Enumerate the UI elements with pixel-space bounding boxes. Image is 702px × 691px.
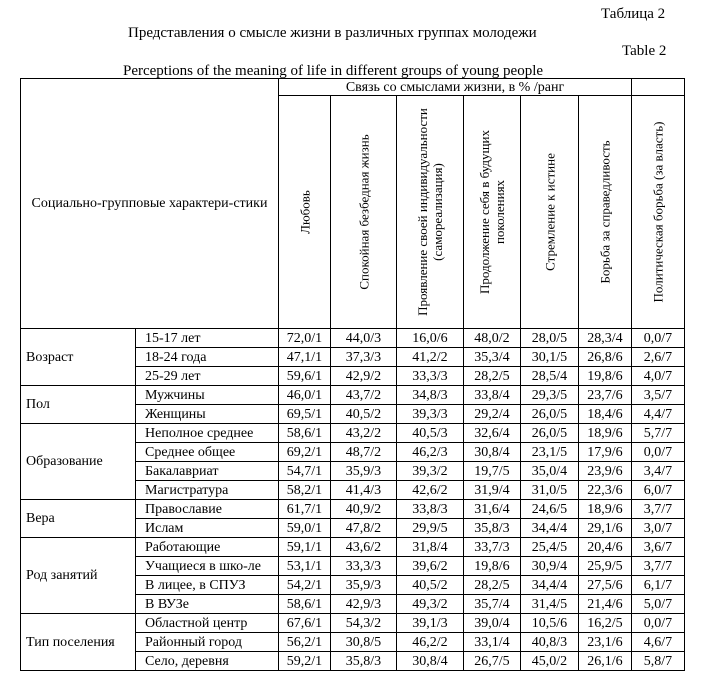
value-cell: 30,8/5 [331, 633, 397, 652]
value-cell: 45,0/2 [521, 652, 579, 671]
value-cell: 22,3/6 [579, 481, 632, 500]
value-cell: 3,7/7 [632, 500, 685, 519]
value-cell: 0,0/7 [632, 443, 685, 462]
value-cell: 23,1/6 [579, 633, 632, 652]
column-header-justice: Борьба за справедливость [597, 140, 613, 284]
column-header [579, 96, 632, 329]
value-cell: 19,8/6 [464, 557, 521, 576]
value-cell: 23,9/6 [579, 462, 632, 481]
value-cell: 43,2/2 [331, 424, 397, 443]
value-cell: 26,1/6 [579, 652, 632, 671]
value-cell: 30,8/4 [464, 443, 521, 462]
value-cell: 26,8/6 [579, 348, 632, 367]
value-cell: 41,4/3 [331, 481, 397, 500]
column-header-self-realization: Проявление своей индивидуальности (самореализация) [415, 108, 445, 316]
value-cell: 59,1/1 [279, 538, 331, 557]
value-cell: 6,1/7 [632, 576, 685, 595]
value-cell: 34,8/3 [397, 386, 464, 405]
value-cell: 42,9/3 [331, 595, 397, 614]
group-label: Возраст [21, 329, 136, 386]
value-cell: 29,1/6 [579, 519, 632, 538]
row-label: Мужчины [136, 386, 279, 405]
value-cell: 34,4/4 [521, 519, 579, 538]
row-label: Учащиеся в шко-ле [136, 557, 279, 576]
value-cell: 72,0/1 [279, 329, 331, 348]
value-cell: 39,0/4 [464, 614, 521, 633]
social-group-header: Социально-групповые характери-стики [21, 79, 279, 329]
column-header [632, 96, 685, 329]
value-cell: 28,0/5 [521, 329, 579, 348]
value-cell: 31,8/4 [397, 538, 464, 557]
value-cell: 32,6/4 [464, 424, 521, 443]
value-cell: 28,2/5 [464, 576, 521, 595]
value-cell: 26,0/5 [521, 405, 579, 424]
value-cell: 10,5/6 [521, 614, 579, 633]
row-label: Среднее общее [136, 443, 279, 462]
table-row [21, 329, 685, 348]
value-cell: 26,7/5 [464, 652, 521, 671]
value-cell: 49,3/2 [397, 595, 464, 614]
column-header-calm-life: Спокойная безбедная жизнь [356, 134, 371, 290]
value-cell: 56,2/1 [279, 633, 331, 652]
value-cell: 58,2/1 [279, 481, 331, 500]
value-cell: 33,7/3 [464, 538, 521, 557]
value-cell: 69,5/1 [279, 405, 331, 424]
value-cell: 59,2/1 [279, 652, 331, 671]
value-cell: 21,4/6 [579, 595, 632, 614]
group-label: Образование [21, 424, 136, 500]
value-cell: 24,6/5 [521, 500, 579, 519]
value-cell: 4,4/7 [632, 405, 685, 424]
value-cell: 35,9/3 [331, 462, 397, 481]
value-cell: 19,8/6 [579, 367, 632, 386]
value-cell: 47,1/1 [279, 348, 331, 367]
value-cell: 54,3/2 [331, 614, 397, 633]
value-cell: 25,9/5 [579, 557, 632, 576]
row-label: Магистратура [136, 481, 279, 500]
value-cell: 26,0/5 [521, 424, 579, 443]
row-label: Бакалавриат [136, 462, 279, 481]
value-cell: 31,9/4 [464, 481, 521, 500]
value-cell: 44,0/3 [331, 329, 397, 348]
value-cell: 25,4/5 [521, 538, 579, 557]
row-label: 18-24 года [136, 348, 279, 367]
row-label: 25-29 лет [136, 367, 279, 386]
value-cell: 18,9/6 [579, 500, 632, 519]
value-cell: 30,8/4 [397, 652, 464, 671]
value-cell: 18,4/6 [579, 405, 632, 424]
value-cell: 35,0/4 [521, 462, 579, 481]
column-header [331, 96, 397, 329]
row-label: Женщины [136, 405, 279, 424]
value-cell: 3,0/7 [632, 519, 685, 538]
value-cell: 40,5/2 [397, 576, 464, 595]
table-row [21, 424, 685, 443]
column-header-political-struggle: Политическая борьба (за власть) [650, 121, 666, 303]
value-cell: 67,6/1 [279, 614, 331, 633]
header-empty-cell [632, 79, 685, 96]
value-cell: 28,5/4 [521, 367, 579, 386]
value-cell: 31,0/5 [521, 481, 579, 500]
value-cell: 46,2/3 [397, 443, 464, 462]
column-header-truth: Стремление к истине [542, 153, 557, 271]
value-cell: 53,1/1 [279, 557, 331, 576]
value-cell: 6,0/7 [632, 481, 685, 500]
value-cell: 2,6/7 [632, 348, 685, 367]
table-row [21, 538, 685, 557]
value-cell: 58,6/1 [279, 424, 331, 443]
value-cell: 39,6/2 [397, 557, 464, 576]
value-cell: 40,5/3 [397, 424, 464, 443]
value-cell: 48,0/2 [464, 329, 521, 348]
value-cell: 35,3/4 [464, 348, 521, 367]
value-cell: 4,6/7 [632, 633, 685, 652]
table-row [21, 614, 685, 633]
value-cell: 31,6/4 [464, 500, 521, 519]
table-label-ru: Таблица 2 [601, 6, 666, 22]
column-header-love: Любовь [297, 190, 312, 234]
table-row [21, 386, 685, 405]
value-cell: 29,3/5 [521, 386, 579, 405]
value-cell: 33,8/4 [464, 386, 521, 405]
value-cell: 42,9/2 [331, 367, 397, 386]
row-label: Работающие [136, 538, 279, 557]
value-cell: 3,7/7 [632, 557, 685, 576]
value-cell: 61,7/1 [279, 500, 331, 519]
value-cell: 69,2/1 [279, 443, 331, 462]
value-cell: 35,8/3 [464, 519, 521, 538]
value-cell: 29,2/4 [464, 405, 521, 424]
value-cell: 31,4/5 [521, 595, 579, 614]
value-cell: 35,7/4 [464, 595, 521, 614]
group-label: Тип поселения [21, 614, 136, 671]
value-cell: 5,0/7 [632, 595, 685, 614]
value-cell: 3,5/7 [632, 386, 685, 405]
value-cell: 40,8/3 [521, 633, 579, 652]
value-cell: 30,9/4 [521, 557, 579, 576]
group-label: Род занятий [21, 538, 136, 614]
value-cell: 59,6/1 [279, 367, 331, 386]
value-cell: 43,7/2 [331, 386, 397, 405]
table-row [21, 500, 685, 519]
row-label: Село, деревня [136, 652, 279, 671]
row-label: Районный город [136, 633, 279, 652]
value-cell: 5,8/7 [632, 652, 685, 671]
row-label: В ВУЗе [136, 595, 279, 614]
value-cell: 5,7/7 [632, 424, 685, 443]
value-cell: 33,1/4 [464, 633, 521, 652]
value-cell: 58,6/1 [279, 595, 331, 614]
value-cell: 17,9/6 [579, 443, 632, 462]
value-cell: 33,8/3 [397, 500, 464, 519]
value-cell: 3,6/7 [632, 538, 685, 557]
value-cell: 23,7/6 [579, 386, 632, 405]
row-label: Ислам [136, 519, 279, 538]
value-cell: 18,9/6 [579, 424, 632, 443]
column-header [464, 96, 521, 329]
group-label: Вера [21, 500, 136, 538]
value-cell: 23,1/5 [521, 443, 579, 462]
value-cell: 42,6/2 [397, 481, 464, 500]
value-cell: 47,8/2 [331, 519, 397, 538]
row-label: Православие [136, 500, 279, 519]
value-cell: 29,9/5 [397, 519, 464, 538]
value-cell: 20,4/6 [579, 538, 632, 557]
meaning-of-life-table [20, 78, 685, 671]
value-cell: 43,6/2 [331, 538, 397, 557]
value-cell: 35,9/3 [331, 576, 397, 595]
table-label-en: Table 2 [622, 43, 667, 59]
table-body [21, 329, 685, 671]
row-label: Неполное среднее [136, 424, 279, 443]
value-cell: 39,3/3 [397, 405, 464, 424]
column-header [397, 96, 464, 329]
column-header [521, 96, 579, 329]
value-cell: 59,0/1 [279, 519, 331, 538]
value-cell: 0,0/7 [632, 329, 685, 348]
value-cell: 0,0/7 [632, 614, 685, 633]
value-cell: 27,5/6 [579, 576, 632, 595]
value-cell: 3,4/7 [632, 462, 685, 481]
table-title-ru: Представления о смысле жизни в различных группах молодежи [128, 25, 537, 41]
meaning-connection-header: Связь со смыслами жизни, в % /ранг [279, 79, 632, 96]
value-cell: 46,0/1 [279, 386, 331, 405]
value-cell: 33,3/3 [331, 557, 397, 576]
value-cell: 16,2/5 [579, 614, 632, 633]
value-cell: 28,2/5 [464, 367, 521, 386]
row-label: В лицее, в СПУЗ [136, 576, 279, 595]
value-cell: 16,0/6 [397, 329, 464, 348]
value-cell: 41,2/2 [397, 348, 464, 367]
row-label: Областной центр [136, 614, 279, 633]
value-cell: 19,7/5 [464, 462, 521, 481]
value-cell: 39,3/2 [397, 462, 464, 481]
value-cell: 46,2/2 [397, 633, 464, 652]
value-cell: 35,8/3 [331, 652, 397, 671]
value-cell: 48,7/2 [331, 443, 397, 462]
value-cell: 33,3/3 [397, 367, 464, 386]
value-cell: 39,1/3 [397, 614, 464, 633]
value-cell: 40,9/2 [331, 500, 397, 519]
value-cell: 37,3/3 [331, 348, 397, 367]
table-title-en: Perceptions of the meaning of life in different groups of young people [123, 63, 544, 79]
value-cell: 34,4/4 [521, 576, 579, 595]
value-cell: 40,5/2 [331, 405, 397, 424]
column-header [279, 96, 331, 329]
value-cell: 4,0/7 [632, 367, 685, 386]
value-cell: 30,1/5 [521, 348, 579, 367]
column-header-future-generations: Продолжение себя в будущих поколениях [477, 130, 507, 294]
value-cell: 54,7/1 [279, 462, 331, 481]
value-cell: 28,3/4 [579, 329, 632, 348]
group-label: Пол [21, 386, 136, 424]
value-cell: 54,2/1 [279, 576, 331, 595]
row-label: 15-17 лет [136, 329, 279, 348]
